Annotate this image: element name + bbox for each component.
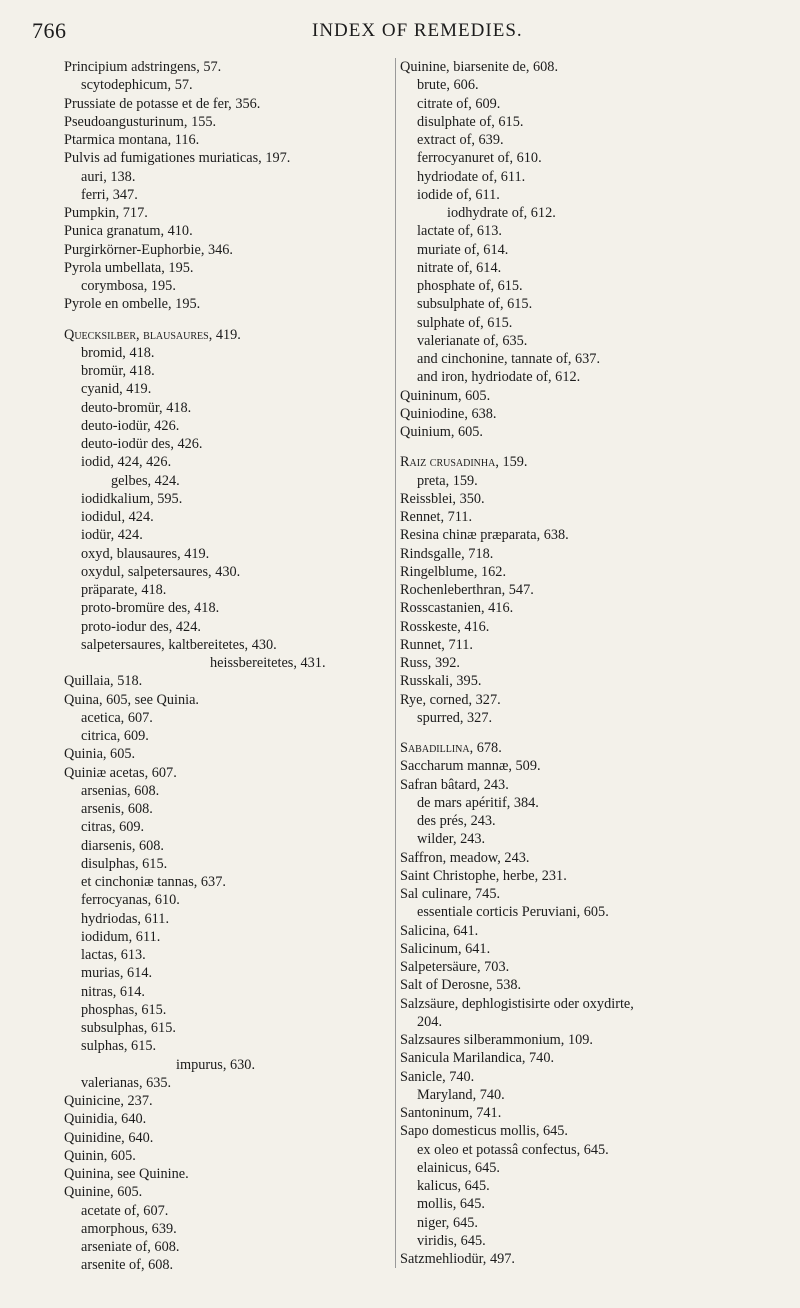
index-subentry: des prés, 243. xyxy=(417,813,496,829)
index-entry: Quinine, biarsenite de, 608. xyxy=(400,59,559,75)
index-entry: Rochenleberthran, 547. xyxy=(400,582,534,598)
index-subentry: ferrocyanas, 610. xyxy=(81,892,180,909)
index-subentry: muriate of, 614. xyxy=(417,241,509,258)
section-gap xyxy=(400,727,795,739)
index-subentry: citras, 609. xyxy=(81,819,145,836)
index-subentry: deuto-iodür des, 426. xyxy=(81,436,203,452)
index-subentry: iodhydrate of, 612. xyxy=(447,205,556,221)
index-entry: Rosscastanien, 416. xyxy=(400,600,514,617)
index-entry: Salpetersäure, 703. xyxy=(400,959,510,975)
index-subentry: nitrate of, 614. xyxy=(417,259,502,276)
index-subentry: and iron, hydriodate of, 612. xyxy=(417,369,581,386)
index-subentry: et cinchoniæ tannas, 637. xyxy=(81,874,226,890)
index-entry: Pumpkin, 717. xyxy=(64,205,148,221)
index-subentry: disulphate of, 615. xyxy=(417,113,524,130)
index-entry: Salzsäure, dephlogistisirte oder oxydirte, xyxy=(400,995,634,1012)
index-entry: Quinin, 605. xyxy=(64,1147,136,1164)
index-subentry: iodür, 424. xyxy=(81,527,143,544)
index-column-right xyxy=(395,58,795,1268)
index-subentry: hydriodas, 611. xyxy=(81,910,170,927)
index-subentry: phosphas, 615. xyxy=(81,1001,167,1018)
index-subentry: oxydul, salpetersaures, 430. xyxy=(81,563,241,580)
index-entry: Sabadillina, 678. xyxy=(400,740,502,756)
index-entry: Pyrola umbellata, 195. xyxy=(64,259,194,276)
index-subentry: salpetersaures, kaltbereitetes, 430. xyxy=(81,636,277,653)
index-subentry: viridis, 645. xyxy=(417,1232,486,1249)
index-entry: Purgirkörner-Euphorbie, 346. xyxy=(64,241,233,258)
index-subentry: ex oleo et potassâ confectus, 645. xyxy=(417,1141,609,1158)
index-entry: Quinia, 605. xyxy=(64,746,136,763)
index-entry: Prussiate de potasse et de fer, 356. xyxy=(64,95,261,112)
index-subentry: phosphate of, 615. xyxy=(417,278,523,294)
index-entry: Rennet, 711. xyxy=(400,509,473,525)
index-subentry: and cinchonine, tannate of, 637. xyxy=(417,351,601,367)
index-entry: Russkali, 395. xyxy=(400,673,482,690)
index-subentry: kalicus, 645. xyxy=(417,1178,490,1194)
index-entry: Pyrole en ombelle, 195. xyxy=(64,296,201,313)
index-subentry: deuto-iodür, 426. xyxy=(81,417,180,434)
index-entry: Quinidine, 640. xyxy=(64,1129,154,1146)
index-subentry: diarsenis, 608. xyxy=(81,837,164,854)
index-subentry: corymbosa, 195. xyxy=(81,278,176,294)
index-subentry: bromid, 418. xyxy=(81,344,155,361)
index-subentry: acetica, 607. xyxy=(81,709,153,726)
index-entry: Runnet, 711. xyxy=(400,636,473,653)
running-head: INDEX OF REMEDIES. xyxy=(312,20,523,41)
index-subentry: arseniate of, 608. xyxy=(81,1239,180,1255)
index-subentry: elainicus, 645. xyxy=(417,1159,500,1176)
index-subentry: valerianate of, 635. xyxy=(417,332,528,349)
index-subentry: iodid, 424, 426. xyxy=(81,454,172,471)
index-subentry: proto-iodur des, 424. xyxy=(81,618,201,635)
index-entry: Salzsaures silberammonium, 109. xyxy=(400,1032,593,1048)
index-entry: Quiniodine, 638. xyxy=(400,405,497,422)
index-entry: Punica granatum, 410. xyxy=(64,223,193,240)
index-subentry: sulphate of, 615. xyxy=(417,314,513,331)
index-entry: Saint Christophe, herbe, 231. xyxy=(400,867,567,884)
index-entry: Salicina, 641. xyxy=(400,922,479,939)
index-entry: Reissblei, 350. xyxy=(400,490,485,507)
index-entry: Quinine, 605. xyxy=(64,1184,143,1201)
index-subentry: preta, 159. xyxy=(417,472,478,489)
index-entry: Quinidia, 640. xyxy=(64,1111,147,1128)
index-subentry: brute, 606. xyxy=(417,77,479,94)
index-subentry: iodidkalium, 595. xyxy=(81,490,183,507)
index-subentry: Maryland, 740. xyxy=(417,1086,505,1103)
index-entry: Quillaia, 518. xyxy=(64,673,143,690)
index-subentry: nitras, 614. xyxy=(81,983,145,1000)
index-subentry: essentiale corticis Peruviani, 605. xyxy=(417,904,609,921)
index-subentry: niger, 645. xyxy=(417,1214,478,1231)
index-subentry: iodide of, 611. xyxy=(417,186,500,203)
section-gap xyxy=(400,441,795,453)
index-column-left xyxy=(64,58,384,1275)
index-subentry: murias, 614. xyxy=(81,965,153,982)
index-entry: Quininum, 605. xyxy=(400,387,491,404)
index-subentry: oxyd, blausaures, 419. xyxy=(81,545,210,562)
index-subentry: arsenias, 608. xyxy=(81,782,160,799)
index-subentry: auri, 138. xyxy=(81,168,136,185)
index-entry: Sapo domesticus mollis, 645. xyxy=(400,1123,568,1140)
index-subentry: sulphas, 615. xyxy=(81,1038,157,1055)
index-subentry: de mars apéritif, 384. xyxy=(417,794,539,811)
index-subentry: acetate of, 607. xyxy=(81,1202,169,1219)
index-subentry: lactate of, 613. xyxy=(417,223,502,240)
index-entry: Safran bâtard, 243. xyxy=(400,776,509,793)
index-subentry: bromür, 418. xyxy=(81,363,155,379)
index-entry: Pseudoangusturinum, 155. xyxy=(64,113,217,130)
index-subentry: 204. xyxy=(417,1013,443,1030)
index-subentry: lactas, 613. xyxy=(81,947,146,963)
index-subentry: deuto-bromür, 418. xyxy=(81,399,192,416)
index-entry: Saffron, meadow, 243. xyxy=(400,849,530,866)
index-entry: Ptarmica montana, 116. xyxy=(64,132,200,148)
index-entry: Quiniæ acetas, 607. xyxy=(64,764,177,781)
index-subentry: citrica, 609. xyxy=(81,728,149,744)
index-entry: Salt of Derosne, 538. xyxy=(400,977,522,994)
index-subentry: iodidul, 424. xyxy=(81,509,154,525)
index-subentry: scytodephicum, 57. xyxy=(81,77,193,94)
index-subentry: wilder, 243. xyxy=(417,831,486,848)
index-subentry: spurred, 327. xyxy=(417,709,493,726)
index-entry: Resina chinæ præparata, 638. xyxy=(400,527,569,544)
index-entry: Pulvis ad fumigationes muriaticas, 197. xyxy=(64,150,291,167)
index-entry: Quinium, 605. xyxy=(400,424,484,440)
index-entry: Sanicle, 740. xyxy=(400,1068,475,1085)
index-subentry: hydriodate of, 611. xyxy=(417,168,526,185)
index-entry: Rosskeste, 416. xyxy=(400,618,490,635)
index-subentry: proto-bromüre des, 418. xyxy=(81,600,220,617)
index-entry: Quecksilber, blausaures, 419. xyxy=(64,326,241,343)
index-subentry: citrate of, 609. xyxy=(417,95,501,112)
index-subentry: iodidum, 611. xyxy=(81,928,161,945)
index-subentry: disulphas, 615. xyxy=(81,855,168,872)
index-subentry: impurus, 630. xyxy=(176,1056,256,1073)
index-entry: Quinicine, 237. xyxy=(64,1093,153,1109)
index-entry: Sanicula Marilandica, 740. xyxy=(400,1050,555,1067)
page-number: 766 xyxy=(32,18,67,43)
index-subentry: cyanid, 419. xyxy=(81,381,152,398)
index-subentry: subsulphate of, 615. xyxy=(417,296,533,313)
index-subentry: arsenis, 608. xyxy=(81,801,153,817)
index-subentry: mollis, 645. xyxy=(417,1196,485,1213)
index-subentry: heissbereitetes, 431. xyxy=(210,655,326,671)
index-subentry: gelbes, 424. xyxy=(111,472,180,489)
index-entry: Saccharum mannæ, 509. xyxy=(400,758,541,775)
index-subentry: ferrocyanuret of, 610. xyxy=(417,150,542,167)
index-subentry: extract of, 639. xyxy=(417,132,504,148)
index-entry: Principium adstringens, 57. xyxy=(64,59,222,75)
index-entry: Quina, 605, see Quinia. xyxy=(64,691,199,708)
index-subentry: ferri, 347. xyxy=(81,186,138,203)
index-subentry: subsulphas, 615. xyxy=(81,1020,176,1036)
index-entry: Satzmehliodür, 497. xyxy=(400,1251,515,1267)
index-subentry: amorphous, 639. xyxy=(81,1220,177,1237)
index-subentry: präparate, 418. xyxy=(81,582,167,598)
index-entry: Santoninum, 741. xyxy=(400,1105,502,1121)
index-entry: Rye, corned, 327. xyxy=(400,691,501,708)
index-subentry: arsenite of, 608. xyxy=(81,1257,174,1274)
index-entry: Quinina, see Quinine. xyxy=(64,1166,189,1182)
index-entry: Rindsgalle, 718. xyxy=(400,545,494,562)
index-entry: Ringelblume, 162. xyxy=(400,563,507,580)
index-entry: Sal culinare, 745. xyxy=(400,886,501,902)
section-gap xyxy=(64,314,384,326)
index-entry: Russ, 392. xyxy=(400,655,460,671)
index-entry: Salicinum, 641. xyxy=(400,940,491,957)
index-subentry: valerianas, 635. xyxy=(81,1074,172,1091)
index-entry: Raiz crusadinha, 159. xyxy=(400,454,528,471)
